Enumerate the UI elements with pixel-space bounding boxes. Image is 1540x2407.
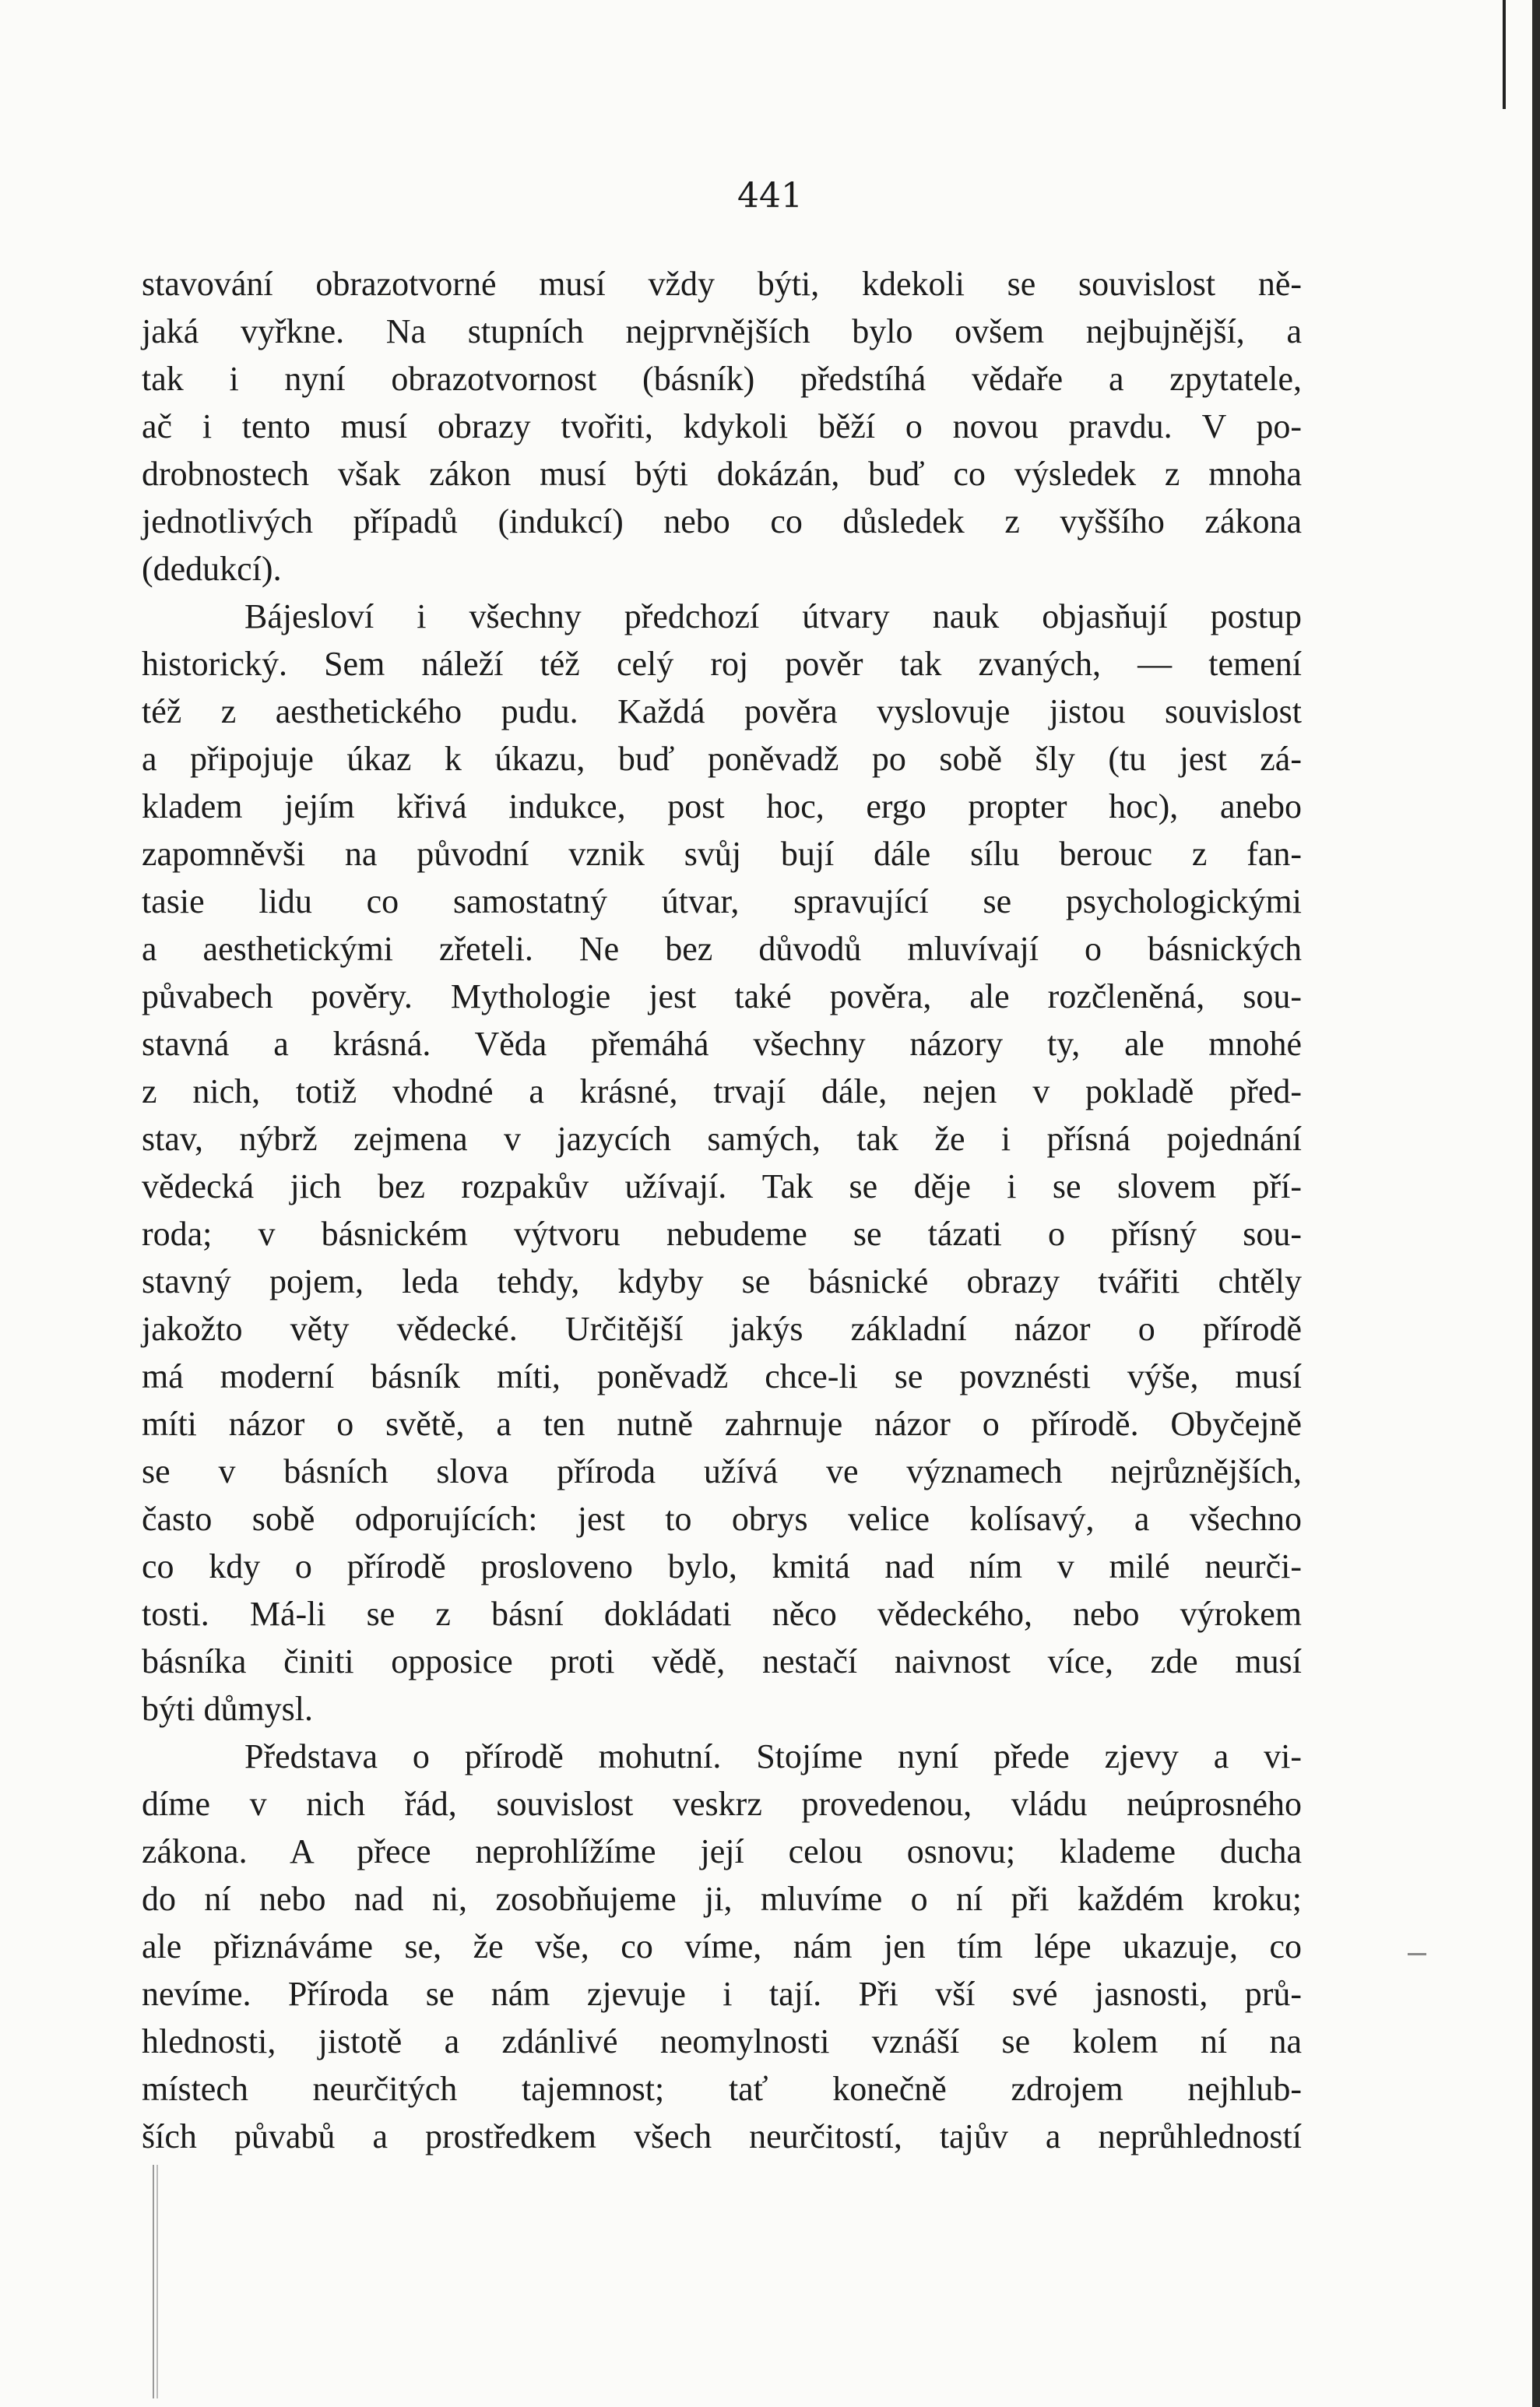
text-line: (dedukcí). — [142, 550, 282, 588]
text-line: stav, nýbrž zejmena v jazycích samých, tak že i přísná pojednání — [142, 1120, 1302, 1158]
text-line: býti důmysl. — [142, 1690, 314, 1728]
text-line: má moderní básník míti, poněvadž chce-li se povznésti výše, musí — [142, 1357, 1302, 1395]
text-line: Představa o přírodě mohutní. Stojíme nyní přede zjevy a vi- — [244, 1737, 1302, 1775]
text-line: míti názor o světě, a ten nutně zahrnuje názor o přírodě. Obyčejně — [142, 1405, 1302, 1443]
text-line: jednotlivých případů (indukcí) nebo co důsledek z vyššího zákona — [142, 502, 1302, 540]
text-line: díme v nich řád, souvislost veskrz provedenou, vládu neúprosného — [142, 1785, 1302, 1823]
text-line: tosti. Má-li se z básní dokládati něco vědeckého, nebo výrokem — [142, 1595, 1302, 1633]
text-line: z nich, totiž vhodné a krásné, trvají dále, nejen v pokladě před- — [142, 1072, 1302, 1110]
text-line: ale přiznáváme se, že vše, co víme, nám jen tím lépe ukazuje, co — [142, 1927, 1302, 1965]
text-line: nevíme. Příroda se nám zjevuje i tají. Při vší své jasnosti, prů- — [142, 1975, 1302, 2013]
scan-fold-mark — [1503, 0, 1506, 109]
text-line: místech neurčitých tajemnost; tať konečně zdrojem nejhlub- — [142, 2070, 1302, 2108]
text-line: roda; v básnickém výtvoru nebudeme se tázati o přísný sou- — [142, 1215, 1302, 1253]
binding-gutter-mark — [153, 2165, 158, 2398]
text-line: ač i tento musí obrazy tvořiti, kdykoli běží o novou pravdu. V po- — [142, 407, 1302, 445]
text-line: půvabech pověry. Mythologie jest také pověra, ale rozčleněná, sou- — [142, 977, 1302, 1015]
scan-edge-right — [1532, 0, 1540, 2407]
text-line: tak i nyní obrazotvornost (básník) předstíhá vědaře a zpytatele, — [142, 360, 1302, 398]
text-line: hlednosti, jistotě a zdánlivé neomylnosti vznáší se kolem ní na — [142, 2022, 1302, 2060]
text-line: tasie lidu co samostatný útvar, spravující se psychologickými — [142, 882, 1302, 920]
text-line: stavná a krásná. Věda přemáhá všechny názory ty, ale mnohé — [142, 1025, 1302, 1063]
text-line: často sobě odporujících: jest to obrys velice kolísavý, a všechno — [142, 1500, 1302, 1538]
text-line: stavování obrazotvorné musí vždy býti, kdekoli se souvislost ně- — [142, 265, 1302, 303]
text-line: též z aesthetického pudu. Každá pověra vyslovuje jistou souvislost — [142, 692, 1302, 730]
text-line: do ní nebo nad ni, zosobňujeme ji, mluvíme o ní při každém kroku; — [142, 1880, 1302, 1918]
text-line: ších půvabů a prostředkem všech neurčitostí, tajův a neprůhledností — [142, 2117, 1302, 2155]
text-line: drobnostech však zákon musí býti dokázán, buď co výsledek z mnoha — [142, 455, 1302, 493]
margin-mark — [1408, 1953, 1426, 1955]
text-line: Bájesloví i všechny předchozí útvary nauk objasňují postup — [244, 597, 1302, 635]
text-line: vědecká jich bez rozpakův užívají. Tak se děje i se slovem pří- — [142, 1167, 1302, 1205]
body-text — [142, 260, 1302, 2160]
text-line: a připojuje úkaz k úkazu, buď poněvadž po sobě šly (tu jest zá- — [142, 740, 1302, 778]
text-line: jaká vyřkne. Na stupních nejprvnějších bylo ovšem nejbujnější, a — [142, 312, 1302, 350]
text-line: zákona. A přece neprohlížíme její celou osnovu; klademe ducha — [142, 1832, 1302, 1870]
text-line: jakožto věty vědecké. Určitější jakýs základní názor o přírodě — [142, 1310, 1302, 1348]
text-line: se v básních slova příroda užívá ve významech nejrůznějších, — [142, 1452, 1302, 1490]
text-line: kladem jejím křivá indukce, post hoc, ergo propter hoc), anebo — [142, 787, 1302, 825]
text-line: a aesthetickými zřeteli. Ne bez důvodů mluvívají o básnických — [142, 930, 1302, 968]
text-line: stavný pojem, leda tehdy, kdyby se básnické obrazy tvářiti chtěly — [142, 1262, 1302, 1300]
text-line: historický. Sem náleží též celý roj pověr tak zvaných, — temení — [142, 645, 1302, 683]
text-line: zapomněvši na původní vznik svůj bují dále sílu berouc z fan- — [142, 835, 1302, 873]
page-number: 441 — [737, 176, 803, 216]
text-line: co kdy o přírodě prosloveno bylo, kmitá nad ním v milé neurči- — [142, 1547, 1302, 1585]
text-line: básníka činiti opposice proti vědě, nestačí naivnost více, zde musí — [142, 1642, 1302, 1680]
